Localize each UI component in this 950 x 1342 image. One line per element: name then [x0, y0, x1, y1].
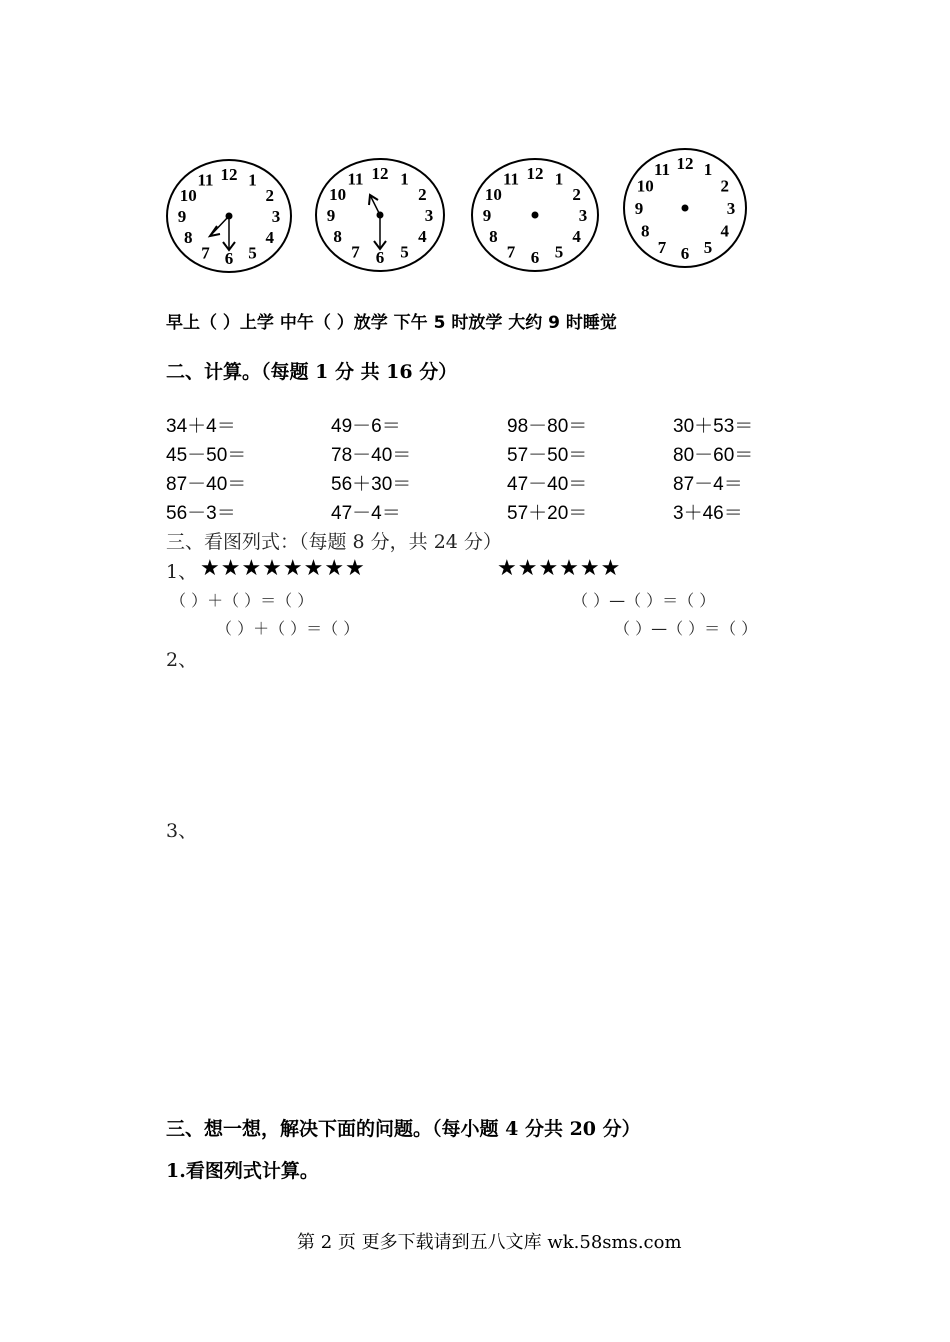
equation-row1-right: （ ）—（ ）＝（ ）	[572, 591, 716, 610]
clock-numeral: 2	[265, 186, 274, 205]
clock-numeral: 6	[224, 249, 234, 268]
clock-numeral: 10	[484, 185, 502, 204]
clock-caption: 早上（ ）上学 中午（ ）放学 下午 5 时放学 大约 9 时睡觉	[166, 313, 617, 333]
calc-item: 56－3＝	[166, 503, 236, 524]
clock-numeral: 5	[400, 242, 409, 262]
stars-left: ★★★★★★★★	[200, 556, 366, 581]
clock-2	[314, 157, 448, 275]
clock-numeral: 3	[424, 206, 434, 225]
calc-item: 34＋4＝	[166, 416, 236, 437]
clock-numeral: 4	[572, 227, 581, 246]
clock-numeral: 1	[554, 169, 564, 189]
clock-numeral: 9	[634, 199, 644, 218]
clock-numeral: 9	[326, 206, 336, 225]
calc-item: 98－80＝	[507, 416, 588, 437]
equation-row2-right: （ ）—（ ）＝（ ）	[614, 619, 758, 638]
clock-numeral: 11	[502, 169, 520, 189]
clock-face-2	[314, 157, 448, 275]
clock-numeral: 11	[197, 170, 214, 190]
clock-numeral: 11	[347, 169, 364, 189]
clock-4	[622, 147, 750, 271]
clock-numeral: 7	[657, 238, 667, 257]
calc-item: 47－40＝	[507, 474, 588, 495]
stars-right: ★★★★★★	[497, 556, 622, 581]
clock-numeral: 9	[177, 207, 187, 226]
clock-numeral: 7	[506, 242, 516, 262]
clock-numeral: 6	[680, 244, 690, 263]
calc-item: 87－4＝	[673, 474, 743, 495]
clock-face-1	[165, 158, 295, 276]
clock-numeral: 11	[653, 160, 671, 179]
clock-numeral: 2	[720, 176, 730, 196]
clock-numeral: 3	[271, 207, 281, 226]
clock-numeral: 10	[179, 186, 197, 205]
clock-numeral: 10	[329, 185, 347, 204]
calc-item: 45－50＝	[166, 445, 247, 466]
section2-title: 二、计算。（每题 1 分 共 16 分）	[166, 361, 458, 383]
equation-row2-left: （ ）＋（ ）＝（ ）	[216, 619, 360, 638]
calc-item: 30＋53＝	[673, 416, 754, 437]
clock-numeral: 8	[333, 227, 342, 246]
clock-numeral: 10	[636, 176, 654, 196]
equation-row1-left: （ ）＋（ ）＝（ ）	[170, 591, 314, 610]
clock-1	[165, 158, 295, 276]
clock-numeral: 5	[248, 243, 257, 263]
clock-numeral: 7	[351, 242, 360, 262]
clock-face-3	[470, 157, 602, 275]
clock-numeral: 1	[400, 169, 409, 189]
clock-numeral: 2	[418, 185, 427, 204]
clock-numeral: 5	[554, 242, 564, 262]
q1-label: 1、	[166, 561, 198, 583]
clock-numeral: 1	[703, 160, 713, 179]
calc-item: 49－6＝	[331, 416, 401, 437]
page-footer: 第 2 页 更多下载请到五八文库 wk.58sms.com	[297, 1232, 682, 1253]
clock-numeral: 3	[726, 199, 736, 218]
clock-numeral: 4	[418, 227, 427, 246]
calc-item: 87－40＝	[166, 474, 247, 495]
clock-numeral: 8	[489, 227, 498, 246]
clock-face-4	[622, 147, 750, 271]
calc-item: 56＋30＝	[331, 474, 412, 495]
clock-numeral: 9	[482, 206, 492, 225]
calc-item: 57－50＝	[507, 445, 588, 466]
clock-numeral: 6	[375, 248, 385, 267]
clock-numeral: 5	[703, 238, 713, 257]
clock-numeral: 12	[371, 164, 389, 183]
clock-numeral: 7	[201, 243, 210, 263]
clock-numeral: 4	[720, 221, 730, 241]
clock-numeral: 8	[184, 228, 193, 247]
clock-numeral: 4	[265, 228, 274, 247]
clock-numeral: 8	[640, 221, 650, 241]
clock-3	[470, 157, 602, 275]
clock-numeral: 12	[526, 164, 544, 183]
clock-numeral: 12	[676, 154, 694, 173]
section4-title: 三、想一想，解决下面的问题。（每小题 4 分共 20 分）	[166, 1118, 641, 1140]
clock-numeral: 3	[578, 206, 588, 225]
q3-label: 3、	[166, 820, 198, 842]
calc-item: 78－40＝	[331, 445, 412, 466]
calc-item: 57＋20＝	[507, 503, 588, 524]
clock-numeral: 2	[572, 185, 581, 204]
calc-item: 47－4＝	[331, 503, 401, 524]
clock-numeral: 12	[220, 165, 238, 184]
section4-sub1: 1.看图列式计算。	[166, 1160, 319, 1182]
clock-numeral: 6	[530, 248, 540, 267]
calc-item: 3＋46＝	[673, 503, 743, 524]
clock-numeral: 1	[248, 170, 257, 190]
section3-title: 三、看图列式：（每题 8 分，共 24 分）	[166, 531, 502, 553]
q2-label: 2、	[166, 649, 198, 671]
calc-item: 80－60＝	[673, 445, 754, 466]
